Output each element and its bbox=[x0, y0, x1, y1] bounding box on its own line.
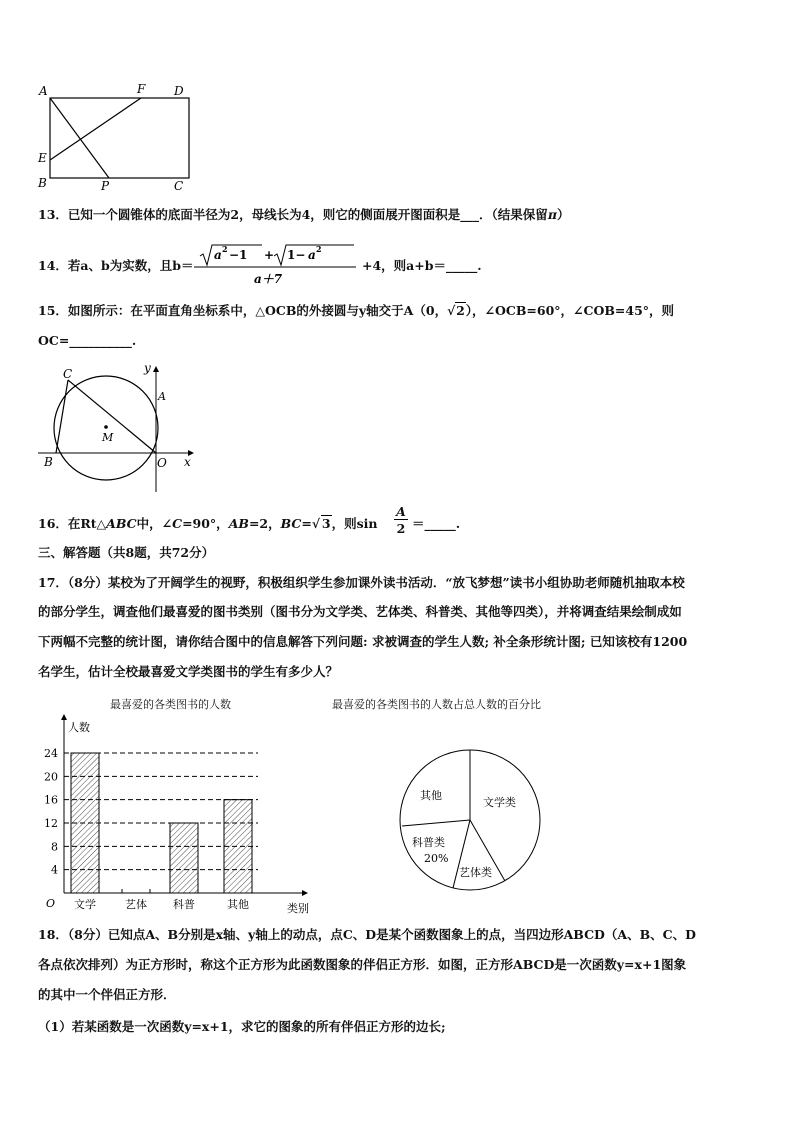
x-axis-label: 类别 bbox=[287, 902, 309, 915]
y-tick-label: 4 bbox=[51, 863, 58, 877]
label-c: C bbox=[63, 367, 73, 381]
label-x: x bbox=[184, 455, 191, 469]
y-tick-label: 8 bbox=[51, 840, 58, 854]
question-17-line3: 下两幅不完整的统计图，请你结合图中的信息解答下列问题: 求被调查的学生人数; 补全条形统计图; 已知该校有1200 bbox=[38, 634, 688, 649]
pie-chart-title: 最喜爱的各类图书的人数占总人数的百分比 bbox=[332, 698, 541, 711]
circle-figure bbox=[36, 360, 198, 500]
question-18-line1: 18．（8分）已知点A、B分别是x轴、y轴上的动点，点C、D是某个函数图象上的点，当四边形ABCD（A、B、C、D bbox=[38, 927, 696, 942]
bar-chart bbox=[30, 712, 330, 917]
y-axis-arrow bbox=[61, 714, 67, 720]
y-axis-label: 人数 bbox=[68, 721, 90, 734]
label-p: P bbox=[101, 179, 110, 193]
x-tick-label: 艺体 bbox=[125, 898, 147, 911]
question-17-line1: 17．（8分）某校为了开阔学生的视野，积极组织学生参加课外读书活动．“放飞梦想”读书小组协助老师随机抽取本校 bbox=[38, 575, 685, 590]
question-18-line3: 的其中一个伴侣正方形． bbox=[38, 987, 176, 1002]
label-m: M bbox=[102, 431, 114, 444]
label-o: O bbox=[157, 456, 167, 470]
label-b: B bbox=[38, 176, 47, 190]
x-tick-label: 科普 bbox=[173, 898, 195, 911]
question-13: 13．已知一个圆锥体的底面半径为2，母线长为4，则它的侧面展开图面积是___．（结果保留π） bbox=[38, 207, 570, 222]
pie-chart bbox=[390, 740, 550, 900]
origin-label: O bbox=[46, 897, 56, 910]
question-17-line4: 名学生，估计全校最喜爱文学类图书的学生有多少人？ bbox=[38, 664, 339, 679]
question-18-line4: （1）若某函数是一次函数y=x+1，求它的图象的所有伴侣正方形的边长; bbox=[38, 1019, 446, 1034]
question-15-line2: OC=__________. bbox=[38, 333, 137, 348]
fraction-formula bbox=[184, 244, 359, 286]
label-c: C bbox=[174, 179, 184, 193]
label-a: A bbox=[158, 390, 166, 403]
question-18-line2: 各点依次排列）为正方形时，称这个正方形为此函数图象的伴侣正方形．如图，正方形ABCD是一次函数y=x+1图象 bbox=[38, 957, 687, 972]
bar bbox=[224, 800, 252, 893]
x-tick-label: 文学 bbox=[74, 898, 96, 911]
rectangle-figure bbox=[34, 80, 204, 195]
label-d: D bbox=[174, 84, 184, 98]
label-b: B bbox=[44, 455, 53, 469]
pie-label-science: 科普类 bbox=[412, 836, 445, 849]
y-tick-label: 20 bbox=[44, 770, 58, 784]
question-17-line2: 的部分学生，调查他们最喜爱的图书类别（图书分为文学类、艺体类、科普类、其他等四类），并将调查结果绘制成如 bbox=[38, 604, 682, 619]
x-axis-arrow bbox=[302, 890, 308, 896]
svg-text:+: + bbox=[264, 248, 275, 262]
svg-text:2: 2 bbox=[222, 244, 228, 254]
label-a: A bbox=[39, 84, 48, 98]
svg-text:a＋7: a＋7 bbox=[254, 272, 283, 286]
question-15-line1: 15．如图所示：在平面直角坐标系中，△OCB的外接圆与y轴交于A（0， √ 2），∠OCB=60°，∠COB=45°，则 bbox=[38, 303, 675, 318]
pie-label-other: 其他 bbox=[420, 789, 442, 802]
y-tick-label: 12 bbox=[44, 817, 58, 830]
svg-text:a: a bbox=[308, 248, 316, 262]
y-tick-label: 16 bbox=[44, 793, 58, 807]
x-tick-label: 其他 bbox=[227, 898, 249, 911]
svg-text:a: a bbox=[214, 248, 222, 262]
pie-label-science-pct: 20% bbox=[424, 852, 449, 865]
svg-text:−1: −1 bbox=[229, 248, 248, 262]
label-f: F bbox=[137, 82, 146, 96]
y-tick-label: 24 bbox=[44, 747, 58, 760]
pie-label-arts: 艺体类 bbox=[459, 866, 492, 879]
bar bbox=[170, 823, 198, 893]
section-3-heading: 三、解答题（共8题，共72分） bbox=[38, 545, 215, 560]
svg-text:2: 2 bbox=[316, 244, 322, 254]
pie-label-literature: 文学类 bbox=[483, 796, 516, 809]
bar-chart-title: 最喜爱的各类图书的人数 bbox=[110, 698, 231, 711]
label-e: E bbox=[38, 151, 47, 165]
svg-text:1−: 1− bbox=[287, 248, 306, 262]
label-y: y bbox=[144, 361, 151, 375]
bar bbox=[71, 753, 99, 893]
